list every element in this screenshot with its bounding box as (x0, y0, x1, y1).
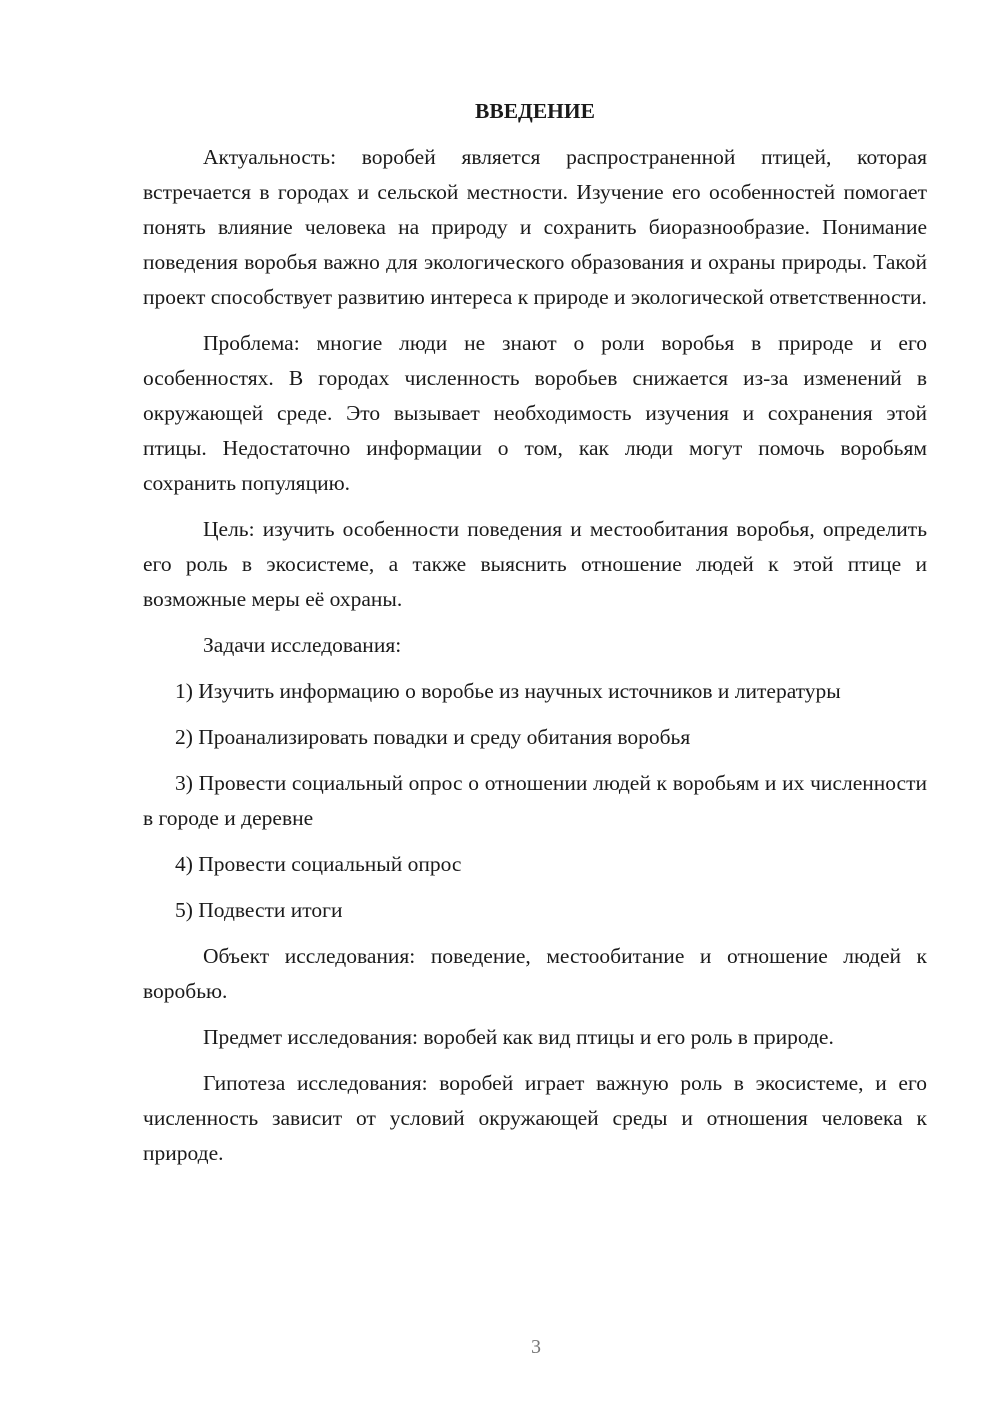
hypothesis-paragraph: Гипотеза исследования: воробей играет важную роль в экосистеме, и его численность зависит от условий окружающей среды и отношения человека к природе. (143, 1071, 927, 1165)
relevance-paragraph: Актуальность: воробей является распространенной птицей, которая встречается в городах и сельской местности. Изучение его особенностей помогает понять влияние человека на природу и сохранить биоразнообразие. Понимание поведения воробья важно для экологического образования и охраны природы. Такой проект способствует развитию интереса к природе и экологической ответственности. (143, 145, 927, 309)
problem-paragraph: Проблема: многие люди не знают о роли воробья в природе и его особенностях. В городах численность воробьев снижается из-за изменений в окружающей среде. Это вызывает необходимость изучения и сохранения этой птицы. Недостаточно информации о том, как люди могут помочь воробьям сохранить популяцию. (143, 331, 927, 495)
page-number: 3 (531, 1336, 541, 1358)
subject-paragraph: Предмет исследования: воробей как вид птицы и его роль в природе. (203, 1025, 834, 1049)
task-item: 1) Изучить информацию о воробье из научных источников и литературы (175, 679, 841, 703)
object-paragraph: Объект исследования: поведение, местообитание и отношение людей к воробью. (143, 944, 927, 1003)
page-content (143, 94, 927, 1171)
task-item: 4) Провести социальный опрос (175, 852, 462, 876)
goal-paragraph: Цель: изучить особенности поведения и местообитания воробья, определить его роль в экосистеме, а также выяснить отношение людей к этой птице и возможные меры её охраны. (143, 517, 927, 611)
task-item: 3) Провести социальный опрос о отношении людей к воробьям и их численности в городе и деревне (143, 771, 927, 830)
page-title: ВВЕДЕНИЕ (475, 99, 595, 123)
tasks-heading: Задачи исследования: (203, 633, 402, 657)
task-item: 2) Проанализировать повадки и среду обитания воробья (175, 725, 691, 749)
task-item: 5) Подвести итоги (175, 898, 343, 922)
